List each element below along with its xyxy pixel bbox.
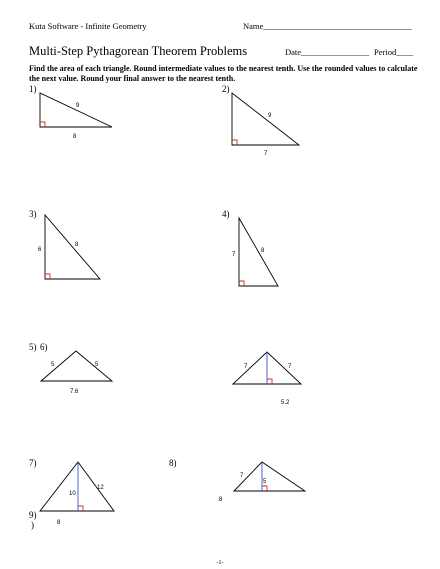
label-4-hyp: 8 bbox=[261, 248, 265, 254]
triangle-2 bbox=[232, 93, 299, 145]
label-5-left: 5 bbox=[51, 362, 55, 368]
triangle-8 bbox=[234, 462, 305, 491]
label-7-altitude: 10 bbox=[69, 491, 76, 497]
label-1-hyp: 9 bbox=[76, 103, 80, 109]
triangle-3 bbox=[45, 215, 100, 279]
period-field[interactable]: Period____ bbox=[374, 47, 414, 57]
label-3-leg: 6 bbox=[38, 247, 42, 253]
problem-number-5: 5) bbox=[29, 342, 37, 352]
label-2-base: 7 bbox=[264, 151, 268, 157]
page-number: -1- bbox=[216, 560, 224, 566]
label-1-base: 8 bbox=[73, 134, 77, 140]
problem-number-stray: ) bbox=[31, 520, 34, 530]
label-8-altitude: 5 bbox=[263, 479, 267, 485]
label-7-side: 12 bbox=[97, 485, 104, 491]
problem-number-3: 3) bbox=[29, 209, 37, 219]
right-angle-mark-8 bbox=[262, 486, 267, 491]
problem-number-2: 2) bbox=[222, 84, 230, 94]
label-5-base: 7.6 bbox=[70, 389, 79, 395]
label-8-side: 7 bbox=[240, 473, 244, 479]
problem-number-4: 4) bbox=[222, 209, 230, 219]
label-7-base: 8 bbox=[57, 520, 61, 526]
problem-number-6: 6) bbox=[40, 342, 48, 352]
right-angle-mark-1 bbox=[40, 122, 45, 127]
right-angle-mark-4 bbox=[239, 281, 244, 286]
date-field[interactable]: Date________________ bbox=[285, 47, 370, 57]
label-5-right: 5 bbox=[95, 362, 99, 368]
triangle-4 bbox=[239, 218, 278, 286]
instructions: Find the area of each triangle. Round intermediate values to the nearest tenth. Use the rounded values to calculate the next value. Round your final answer to the nearest tenth. bbox=[29, 64, 418, 83]
label-2-hyp: 9 bbox=[268, 113, 272, 119]
problem-number-1: 1) bbox=[29, 84, 37, 94]
label-6-base: 5.2 bbox=[281, 400, 290, 406]
label-6-right: 7 bbox=[288, 364, 292, 370]
right-angle-mark-7 bbox=[78, 506, 83, 511]
right-angle-mark-2 bbox=[232, 140, 237, 145]
label-6-left: 7 bbox=[244, 364, 248, 370]
name-field[interactable]: Name___________________________________ bbox=[243, 21, 413, 31]
label-4-leg: 7 bbox=[232, 252, 236, 258]
page-title: Multi-Step Pythagorean Theorem Problems bbox=[29, 44, 248, 58]
problem-number-8: 8) bbox=[169, 458, 177, 468]
label-3-hyp: 8 bbox=[75, 242, 79, 248]
software-label: Kuta Software - Infinite Geometry bbox=[29, 21, 147, 31]
problem-number-9: 9) bbox=[29, 510, 37, 520]
problem-number-7: 7) bbox=[29, 458, 37, 468]
triangle-1 bbox=[40, 93, 112, 127]
label-8-base: 8 bbox=[219, 497, 223, 503]
right-angle-mark-3 bbox=[45, 274, 50, 279]
right-angle-mark-6 bbox=[267, 379, 272, 384]
